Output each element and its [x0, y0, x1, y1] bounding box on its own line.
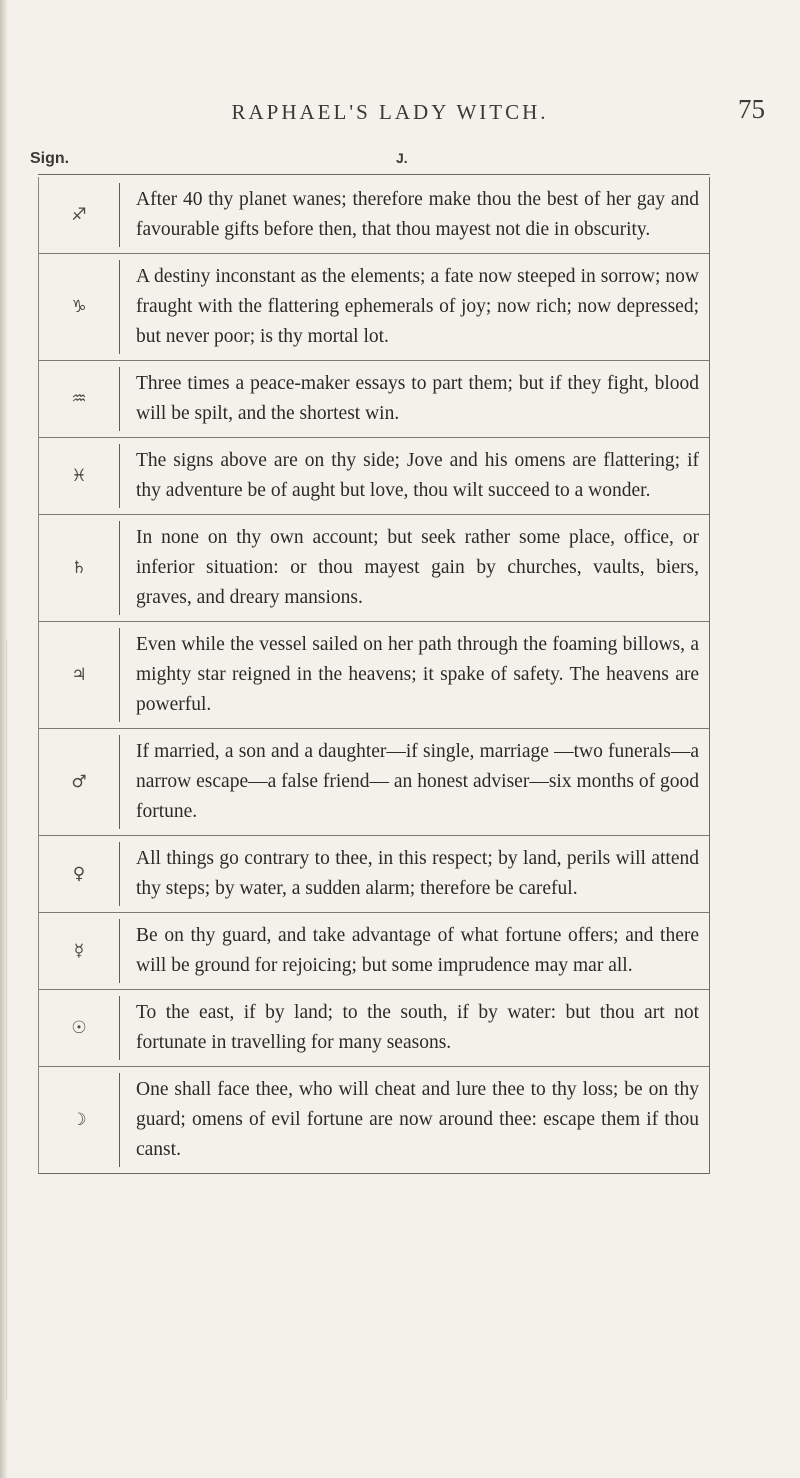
column-heading-sign: Sign. [30, 150, 70, 167]
table-row-capricorn [39, 253, 709, 360]
sagittarius-icon: ♐ [71, 205, 87, 225]
page-number: 75 [738, 94, 765, 124]
saturn-icon: ♄ [71, 558, 87, 578]
row-text: To the east, if by land; to the south, if by water: but thou art not fortunate in travelling for many seasons. [119, 996, 709, 1060]
table-row-aquarius [39, 360, 709, 437]
table-row-sun [39, 989, 709, 1066]
mercury-icon: ☿ [73, 941, 85, 961]
sun-icon: ☉ [71, 1018, 87, 1038]
row-text: Even while the vessel sailed on her path through the foaming billows, a mighty star reigned in the heavens; it spake of safety. The heavens are powerful. [119, 628, 709, 722]
row-text: All things go contrary to thee, in this respect; by land, perils will attend thy steps; by water, a sudden alarm; therefore be careful. [119, 842, 709, 906]
table-row-mars [39, 728, 709, 835]
row-text: One shall face thee, who will cheat and lure thee to thy loss; be on thy guard; omens of evil fortune are now around thee: escape them if thou canst. [119, 1073, 709, 1167]
row-text: Three times a peace-maker essays to part them; but if they fight, blood will be spilt, and the shortest win. [119, 367, 709, 431]
table-row-pisces [39, 437, 709, 514]
header-rule [38, 174, 710, 175]
running-header: RAPHAEL'S LADY WITCH. [231, 100, 549, 124]
row-text: The signs above are on thy side; Jove and his omens are flattering; if thy adventure be of aught but love, thou wilt succeed to a wonder. [119, 444, 709, 508]
venus-icon: ♀ [72, 864, 86, 884]
moon-icon: ☽ [71, 1110, 87, 1130]
table-row-jupiter [39, 621, 709, 728]
row-text: Be on thy guard, and take advantage of what fortune offers; and there will be ground for rejoicing; but some imprudence may mar all. [119, 919, 709, 983]
table-row-mercury [39, 912, 709, 989]
table-row-saturn [39, 514, 709, 621]
capricorn-icon: ♑ [71, 297, 87, 317]
column-heading-letter: J. [396, 150, 408, 166]
pisces-icon: ♓ [71, 466, 87, 486]
mars-icon: ♂ [71, 772, 87, 792]
aquarius-icon: ♒ [71, 389, 87, 409]
row-text: A destiny inconstant as the elements; a fate now steeped in sorrow; now fraught with the flattering ephemerals of joy; now rich; now depressed; but never poor; is thy mortal lot. [119, 260, 709, 354]
table-row-sagittarius [39, 177, 709, 253]
row-text: After 40 thy planet wanes; therefore make thou the best of her gay and favourable gifts before then, that thou mayest not die in obscurity. [119, 183, 709, 247]
row-text: In none on thy own account; but seek rather some place, office, or inferior situation: or thou mayest gain by churches, vaults, biers, graves, and dreary mansions. [119, 521, 709, 615]
table-row-moon [39, 1066, 709, 1173]
margin-mark [6, 640, 7, 1400]
jupiter-icon: ♃ [71, 665, 87, 685]
table-row-venus [39, 835, 709, 912]
row-text: If married, a son and a daughter—if single, marriage —two funerals—a narrow escape—a false friend— an honest adviser—six months of good fortune. [119, 735, 709, 829]
sign-table [38, 177, 710, 1174]
